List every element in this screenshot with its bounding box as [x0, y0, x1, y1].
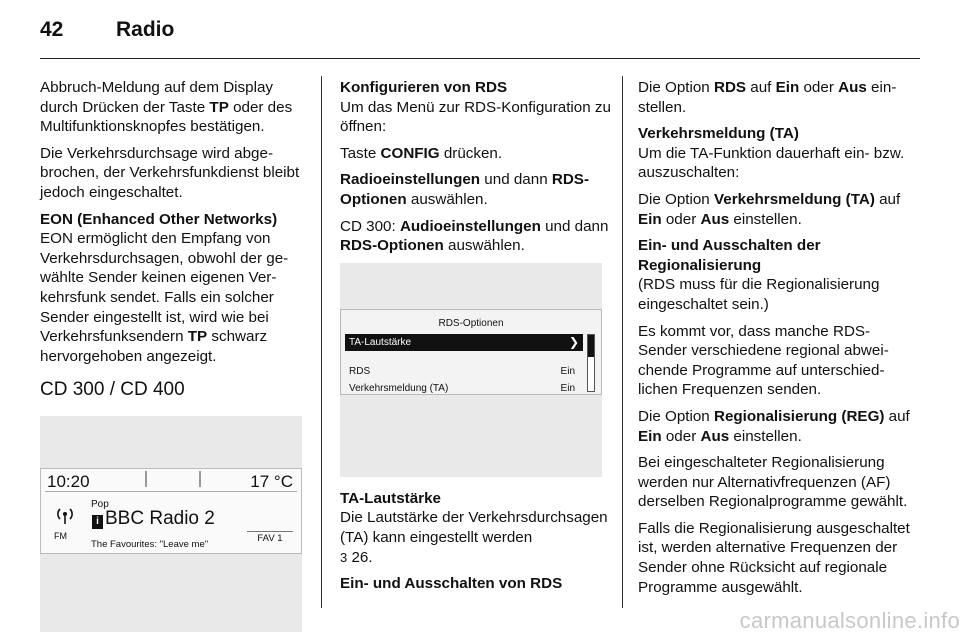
tick-mark	[145, 471, 147, 487]
radio-signal-icon	[55, 505, 75, 525]
menu-scrollbar	[587, 334, 595, 392]
menu-item-traffic-announcement	[349, 379, 575, 399]
paragraph-abort-message: Abbruch-Meldung auf dem Display durch Drücken der Taste TP oder des Multifunktionsknopfes bestätigen.	[40, 79, 293, 136]
heading-rds-on-off: Ein- und Ausschalten von RDS	[340, 575, 563, 593]
paragraph-reg-option: Die Option Regionalisierung (REG) auf Ein oder Aus einstellen.	[638, 407, 910, 445]
paragraph-select-radio-settings: Radioeinstellungen und dann RDS-Optionen auswählen.	[340, 171, 589, 208]
heading-regionalisation: Ein- und Ausschalten der Regionalisierung	[638, 237, 821, 274]
page-header	[40, 18, 920, 58]
heading-traffic-announcement: Verkehrsmeldung (TA)	[638, 125, 799, 143]
paragraph-press-config: Taste CONFIG drücken.	[340, 144, 503, 162]
figure-radio-display	[40, 416, 302, 632]
menu-item-value: Ein	[560, 365, 575, 377]
paragraph-announcement-cancelled: Die Verkehrsdurchsage wird abgebrochen, der Verkehrsfunkdienst bleibt jedoch eingeschaltet.	[40, 144, 300, 201]
clock-time: 10:20	[47, 471, 90, 491]
paragraph-eon: EON ermöglicht den Empfang von Verkehrsdurchsagen, obwohl der gewählte Sender keinen eigenen Verkehrsfunk sendet. Falls ein solcher Sender eingestellt ist, wird wie bei Verkehrsfunksendern TP schwarz hervorgehoben angezeigt.	[40, 230, 289, 365]
paragraph-rds-option: Die Option RDS auf Ein oder Aus einstellen.	[638, 79, 897, 116]
tick-mark	[199, 471, 201, 487]
paragraph-ta-permanent: Um die TA-Funktion dauerhaft ein- bzw. auszuschalten:	[638, 144, 905, 182]
column-3	[638, 78, 914, 604]
paragraph-regional-programs: Es kommt vor, dass manche RDS-Sender verschiedene regional abweichende Programme auf unterschiedlichen Frequenzen senden.	[638, 322, 889, 399]
paragraph-open-menu: Um das Menü zur RDS-Konfiguration zu öffnen:	[340, 98, 611, 136]
favourite-label: FAV 1	[247, 531, 293, 545]
watermark: carmanualsonline.info	[739, 608, 960, 633]
paragraph-reg-on: Bei eingeschalteter Regionalisierung werden nur Alternativfrequenzen (AF) derselben Regionalprogramme gewählt.	[638, 454, 908, 511]
menu-title: RDS-Optionen	[438, 317, 504, 329]
paragraph-ta-volume: Die Lautstärke der Verkehrsdurchsagen (TA) kann eingestellt werden 3 26.	[340, 509, 608, 566]
status-divider	[45, 491, 297, 492]
info-icon: i	[92, 515, 103, 529]
rds-options-screen	[340, 309, 602, 395]
paragraph-reg-off: Falls die Regionalisierung ausgeschaltet ist, werden alternative Frequenzen der Sender ohne Rücksicht auf regionale Programme ausgewählt.	[638, 519, 910, 596]
menu-item-label: RDS	[349, 365, 371, 377]
heading-ta-volume: TA-Lautstärke	[340, 489, 441, 507]
header-divider	[40, 58, 920, 59]
column-2	[340, 78, 612, 594]
menu-item-label: Verkehrsmeldung (TA)	[349, 382, 449, 394]
subtitle-cd300-cd400: CD 300 / CD 400	[40, 379, 185, 401]
page-number: 42	[40, 18, 64, 41]
menu-item-value: Ein	[560, 382, 575, 394]
menu-item-label: TA-Lautstärke	[349, 336, 412, 348]
paragraph-cd300-audio-settings: CD 300: Audioeinstellungen und dann RDS-Optionen auswählen.	[340, 217, 609, 255]
paragraph-ta-option: Die Option Verkehrsmeldung (TA) auf Ein oder Aus einstellen.	[638, 190, 901, 228]
column-divider-2	[622, 76, 623, 608]
column-1	[40, 78, 312, 632]
column-divider-1	[321, 76, 322, 608]
menu-item-ta-volume-selected	[345, 334, 583, 351]
band-label: FM	[54, 530, 67, 541]
temperature: 17 °C	[250, 471, 293, 491]
radio-text: The Favourites: "Leave me"	[91, 538, 209, 550]
station-name: BBC Radio 2	[105, 507, 215, 529]
paragraph-regionalisation-requirement: (RDS muss für die Regionalisierung eingeschaltet sein.)	[638, 276, 880, 313]
figure-rds-options-menu	[340, 263, 602, 477]
heading-eon: EON (Enhanced Other Networks)	[40, 210, 278, 228]
heading-configure-rds: Konfigurieren von RDS	[340, 79, 508, 96]
section-title: Radio	[116, 18, 175, 41]
reference-arrow-icon: 3	[340, 549, 348, 565]
scrollbar-thumb	[588, 335, 594, 357]
radio-screen	[40, 468, 302, 554]
program-type: Pop	[91, 498, 109, 510]
chevron-right-icon: ❯	[568, 334, 579, 349]
